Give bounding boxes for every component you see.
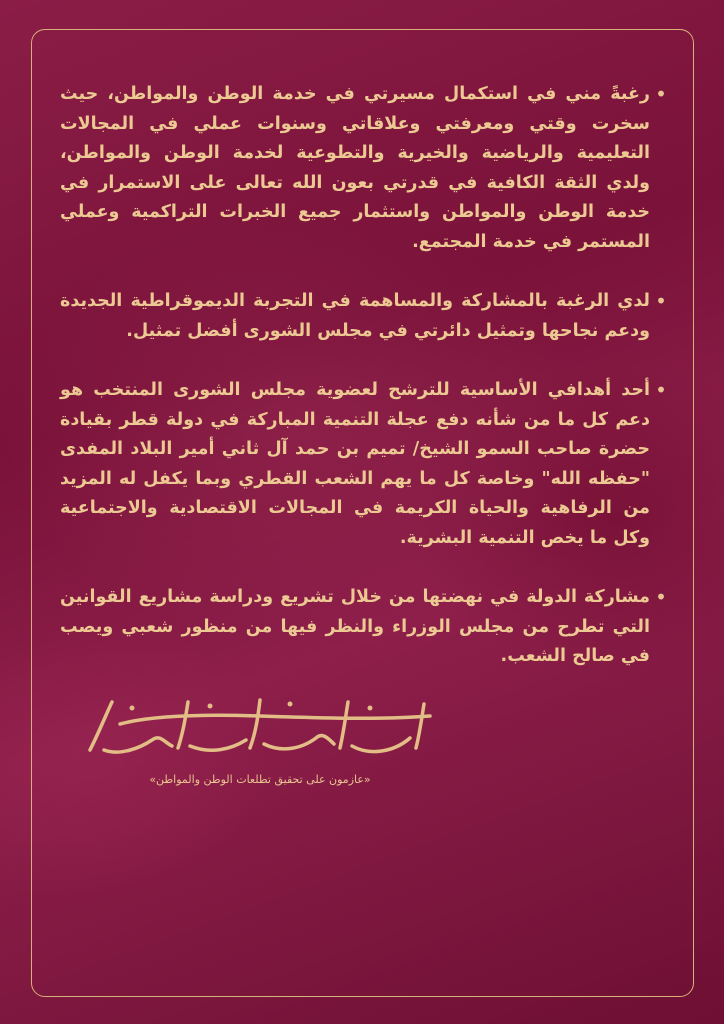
- paragraph: [60, 583, 672, 672]
- paragraph: [60, 80, 672, 257]
- bullet-icon: •: [655, 378, 667, 402]
- paragraph-text: مشاركة الدولة في نهضتها من خلال تشريع ودراسة مشاريع القوانين التي تطرح من مجلس الوزراء والنظر فيها من منظور شعبي ويصب في صالح الشعب.: [60, 587, 650, 666]
- paragraph-text: لدي الرغبة بالمشاركة والمساهمة في التجربة الديموقراطية الجديدة ودعم نجاحها وتمثيل دائرتي في مجلس الشورى أفضل تمثيل.: [60, 291, 650, 341]
- bullet-icon: •: [655, 289, 667, 313]
- bullet-icon: •: [655, 82, 667, 106]
- paragraph: [60, 287, 672, 346]
- paragraph-text: أحد أهدافي الأساسية للترشح لعضوية مجلس الشورى المنتخب هو دعم كل ما من شأنه دفع عجلة التنمية المباركة في دولة قطر بقيادة حضرة صاحب السمو الشيخ/ تميم بن حمد آل ثاني أمير البلاد المفدى "حفظه الله" وخاصة كل ما يهم الشعب القطري وبما يكفل له المزيد من الرفاهية والحياة الكريمة في المجالات الاقتصادية والاجتماعية وكل ما يخص التنمية البشرية.: [60, 380, 650, 548]
- document-body: [60, 80, 672, 702]
- paragraph: [60, 376, 672, 553]
- bullet-icon: •: [655, 585, 667, 609]
- calligraphy-signature: [60, 690, 460, 770]
- campaign-slogan: «عازمون على تحقيق تطلعات الوطن والمواطن»: [149, 773, 371, 786]
- paragraph-text: رغبةً مني في استكمال مسيرتي في خدمة الوطن والمواطن، حيث سخرت وقتي ومعرفتي وعلاقاتي وسنوات عملي في المجالات التعليمية والرياضية والخيرية والتطوعية لخدمة الوطن والمواطن، ولدي الثقة الكافية في قدرتي بعون الله تعالى على الاستمرار في خدمة الوطن والمواطن واستثمار جميع الخبرات التراكمية وعملي المستمر في خدمة المجتمع.: [60, 84, 650, 252]
